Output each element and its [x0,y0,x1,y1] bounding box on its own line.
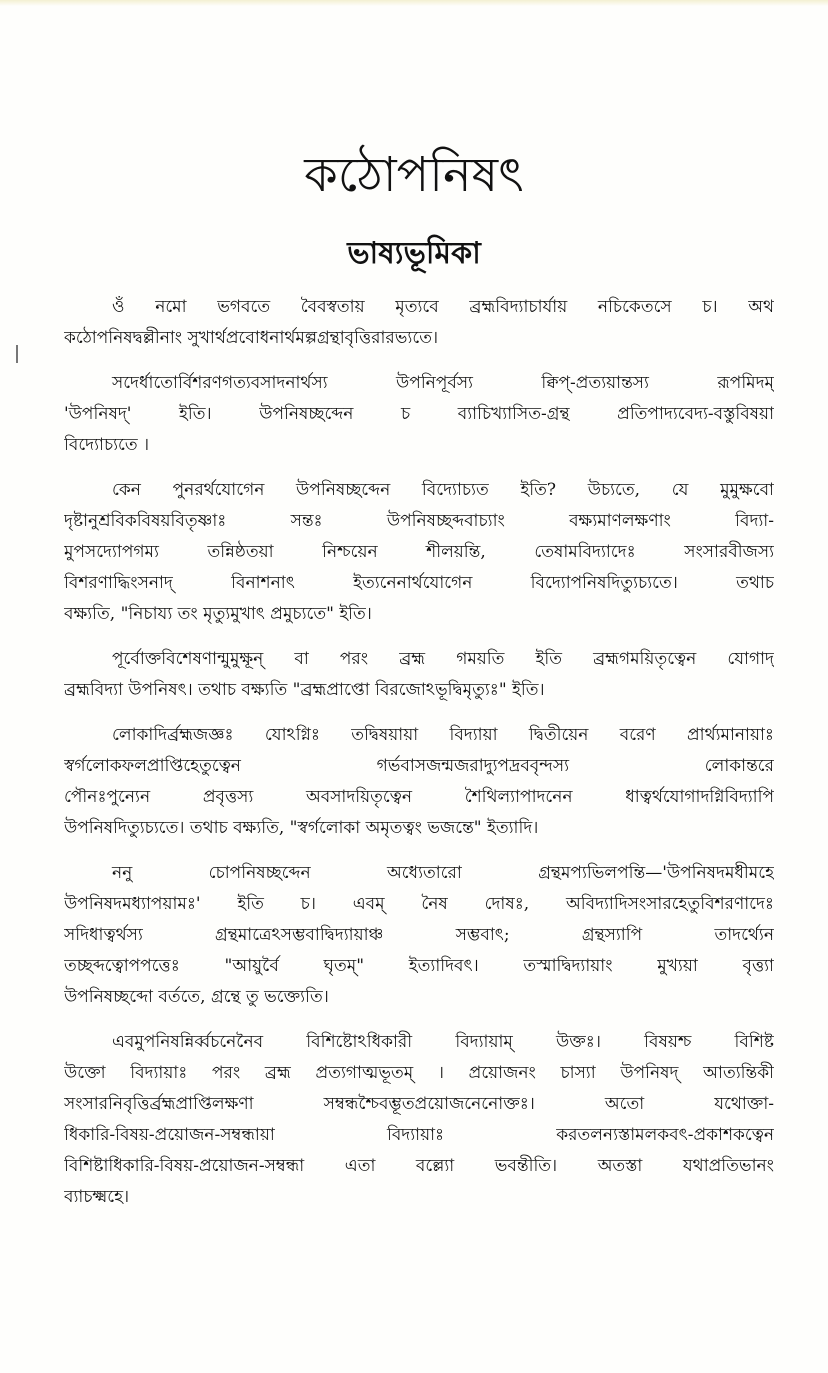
text-line: মুপসদ্যোপগম্য তন্নিষ্ঠতয়া নিশ্চয়েন শীলয়ন্তি, তেষামবিদ্যাদেঃ সংসারবীজস্য [64,542,774,562]
text-line: কেন পুনরর্থযোগেন উপনিষচ্ছব্দেন বিদ্যোচ্যত ইতি? উচ্যতে, যে মুমুক্ষবো [112,480,774,500]
text-line: পূর্বোক্তবিশেষণান্মুমুক্ষূন্‌ বা পরং ব্রহ্ম গময়তি ইতি ব্রহ্মগময়িতৃত্বেন যোগাদ্‌ [112,649,774,669]
paragraph [64,475,774,630]
text-line: ওঁ নমো ভগবতে বৈবস্বতায় মৃত্যবে ব্রহ্মবিদ্যাচার্যায় নচিকেতসে চ। অথ [112,297,774,317]
text-line: পৌনঃপুন্যেন প্রবৃত্তস্য অবসাদয়িতৃত্বেন শৈথিল্যাপাদনেন ধাত্বর্থযোগাদগ্নিবিদ্যাপি [64,787,774,807]
text-line: লোকাদির্ব্রহ্মজজ্ঞঃ যোঽগ্নিঃ তদ্বিষয়ায়া বিদ্যায়া দ্বিতীয়েন বরেণ প্রার্থ্যমানায়াঃ [112,725,774,745]
page-top-edge [0,0,828,6]
text-line: বিদ্যোচ্যতে । [64,435,150,455]
paragraph [64,292,774,354]
text-line: কঠোপনিষদ্বল্লীনাং সুখার্থপ্রবোধনার্থমল্পগ্রন্থাবৃত্তিরারভ্যতে। [64,328,439,348]
text-line: ধিকারি-বিষয়-প্রয়োজন-সম্বন্ধায়া বিদ্যায়াঃ করতলন্যস্তামলকবৎ-প্রকাশকত্বেন [64,1125,774,1145]
paragraph [64,858,774,1013]
text-line: এবমুপনিষন্নির্ব্বচনেনৈব বিশিষ্টোঽধিকারী বিদ্যায়াম্‌ উক্তঃ। বিষয়শ্চ বিশিষ্ট [112,1032,774,1052]
text-line: সদিধাত্বর্থস্য গ্রন্থমাত্রেঽসম্ভবাদ্বিদ্যায়াঞ্চ সম্ভবাৎ; গ্রন্থস্যাপি তাদর্থ্যেন [64,925,774,945]
text-line: বিশিষ্টাধিকারি-বিষয়-প্রয়োজন-সম্বন্ধা এতা বল্ল্যো ভবন্তীতি। অতস্তা যথাপ্রতিভানং [64,1156,774,1176]
text-line: উপনিষদিত্যুচ্যতে। তথাচ বক্ষ্যতি, "স্বর্গলোকা অমৃতত্বং ভজন্তে" ইত্যাদি। [64,818,539,838]
paragraph [64,1027,774,1213]
text-line: সদের্ধাতোর্বিশরণগত্যবসাদনার্থস্য উপনিপূর্বস্য ক্বিপ্‌-প্রত্যয়ান্তস্য রূপমিদম্‌ [112,373,774,393]
paragraph [64,720,774,844]
text-line: ননু চোপনিষচ্ছব্দেন অধ্যেতারো গ্রন্থমপ্যভিলপন্তি—'উপনিষদমধীমহে [112,863,774,883]
body-text [64,292,774,1227]
text-line: ব্যাচক্ষ্মহে। [64,1187,130,1207]
text-line: বিশরণাদ্ধিংসনাদ্‌ বিনাশনাৎ ইত্যনেনার্থযোগেন বিদ্যোপনিষদিত্যুচ্যতে। তথাচ [64,573,774,593]
text-line: উক্তো বিদ্যায়াঃ পরং ব্রহ্ম প্রত্যগাত্মভূতম্‌ । প্রয়োজনং চাস্যা উপনিষদ্‌ আত্যন্তিকী [64,1063,774,1083]
text-line: দৃষ্টানুশ্রবিকবিষয়বিতৃষ্ণাঃ সন্তঃ উপনিষচ্ছব্দবাচ্যাং বক্ষ্যমাণলক্ষণাং বিদ্যা- [64,511,774,531]
section-subtitle: ভাষ্যভূমিকা [347,236,481,271]
page-title: কঠোপনিষৎ [304,147,524,203]
paragraph [64,644,774,706]
text-line: উপনিষদমধ্যাপয়ামঃ' ইতি চ। এবম্‌ নৈষ দোষঃ, অবিদ্যাদিসংসারহেতুবিশরণাদেঃ [64,894,774,914]
text-line: সংসারনিবৃত্তির্ব্রহ্মপ্রাপ্তিলক্ষণা সম্বন্ধশ্চৈবম্ভূতপ্রয়োজনেনোক্তঃ। অতো যথোক্তা- [64,1094,774,1114]
text-line: উপনিষচ্ছব্দো বর্ততে, গ্রন্থে তু ভক্ত্যেতি। [64,987,329,1007]
margin-mark [16,345,18,363]
paragraph [64,368,774,461]
text-line: স্বর্গলোকফলপ্রাপ্তিহেতুত্বেন গর্ভবাসজন্মজরাদ্যুপদ্রববৃন্দস্য লোকান্তরে [64,756,774,776]
text-line: তচ্ছব্দত্বোপপত্তেঃ "আয়ুর্বৈ ঘৃতম্‌" ইত্যাদিবৎ। তস্মাদ্বিদ্যায়াং মুখ্যয়া বৃত্ত্যা [64,956,774,976]
text-line: বক্ষ্যতি, "নিচায্য তং মৃত্যুমুখাৎ প্রমুচ্যতে" ইতি। [64,604,372,624]
text-line: ব্রহ্মবিদ্যা উপনিষৎ। তথাচ বক্ষ্যতি "ব্রহ্মপ্রাপ্তো বিরজোঽভূদ্বিমৃত্যুঃ" ইতি। [64,680,545,700]
text-line: 'উপনিষদ্‌' ইতি। উপনিষচ্ছব্দেন চ ব্যাচিখ্যাসিত-গ্রন্থ প্রতিপাদ্যবেদ্য-বস্তুবিষয়া [64,404,774,424]
